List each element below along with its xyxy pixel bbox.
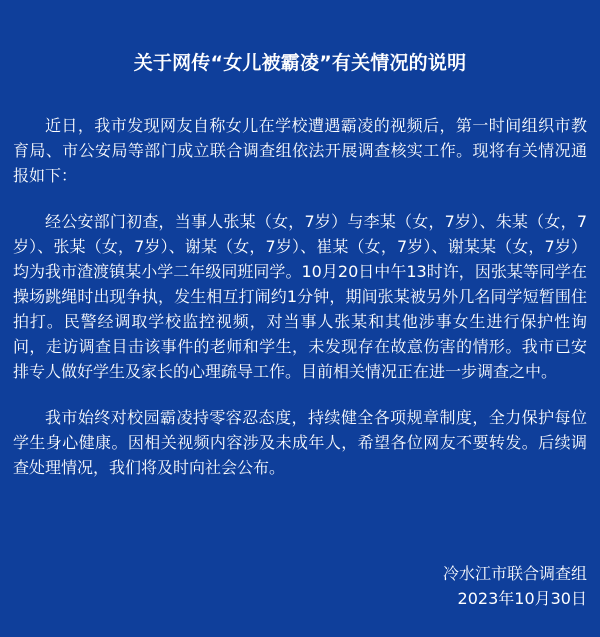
paragraph-investigation: 经公安部门初查，当事人张某（女，7岁）与李某（女，7岁）、朱某（女，7岁）、张某（女，7岁）、谢某（女，7岁）、崔某（女，7岁）、谢某某（女，7岁）均为我市渣渡镇某小学二年级同班同学。10月20日中午13时许，因张某等同学在操场跳绳时出现争执，发生相互打闹约1分钟，期间张某被另外几名同学短暂围住拍打。民警经调取学校监控视频，对当事人张某和其他涉事女生进行保护性询问，走访调查目击该事件的老师和学生，未发现存在故意伤害的情形。我市已安排专人做好学生及家长的心理疏导工作。目前相关情况正在进一步调查之中。 — [13, 212, 587, 381]
issue-date: 2023年10月30日 — [457, 589, 587, 608]
paragraph-statement: 我市始终对校园霸凌持零容忍态度，持续健全各项规章制度，全力保护每位学生身心健康。因相关视频内容涉及未成年人，希望各位网友不要转发。后续调查处理情况，我们将及时向社会公布。 — [13, 408, 587, 477]
document-body — [13, 113, 587, 501]
paragraph-intro: 近日，我市发现网友自称女儿在学校遭遇霸凌的视频后，第一时间组织市教育局、市公安局等部门成立联合调查组依法开展调查核实工作。现将有关情况通报如下： — [13, 116, 587, 185]
signature-block — [443, 561, 587, 611]
issuer-name: 冷水江市联合调查组 — [442, 564, 587, 583]
document-title: 关于网传“女儿被霸凌”有关情况的说明 — [133, 52, 467, 74]
